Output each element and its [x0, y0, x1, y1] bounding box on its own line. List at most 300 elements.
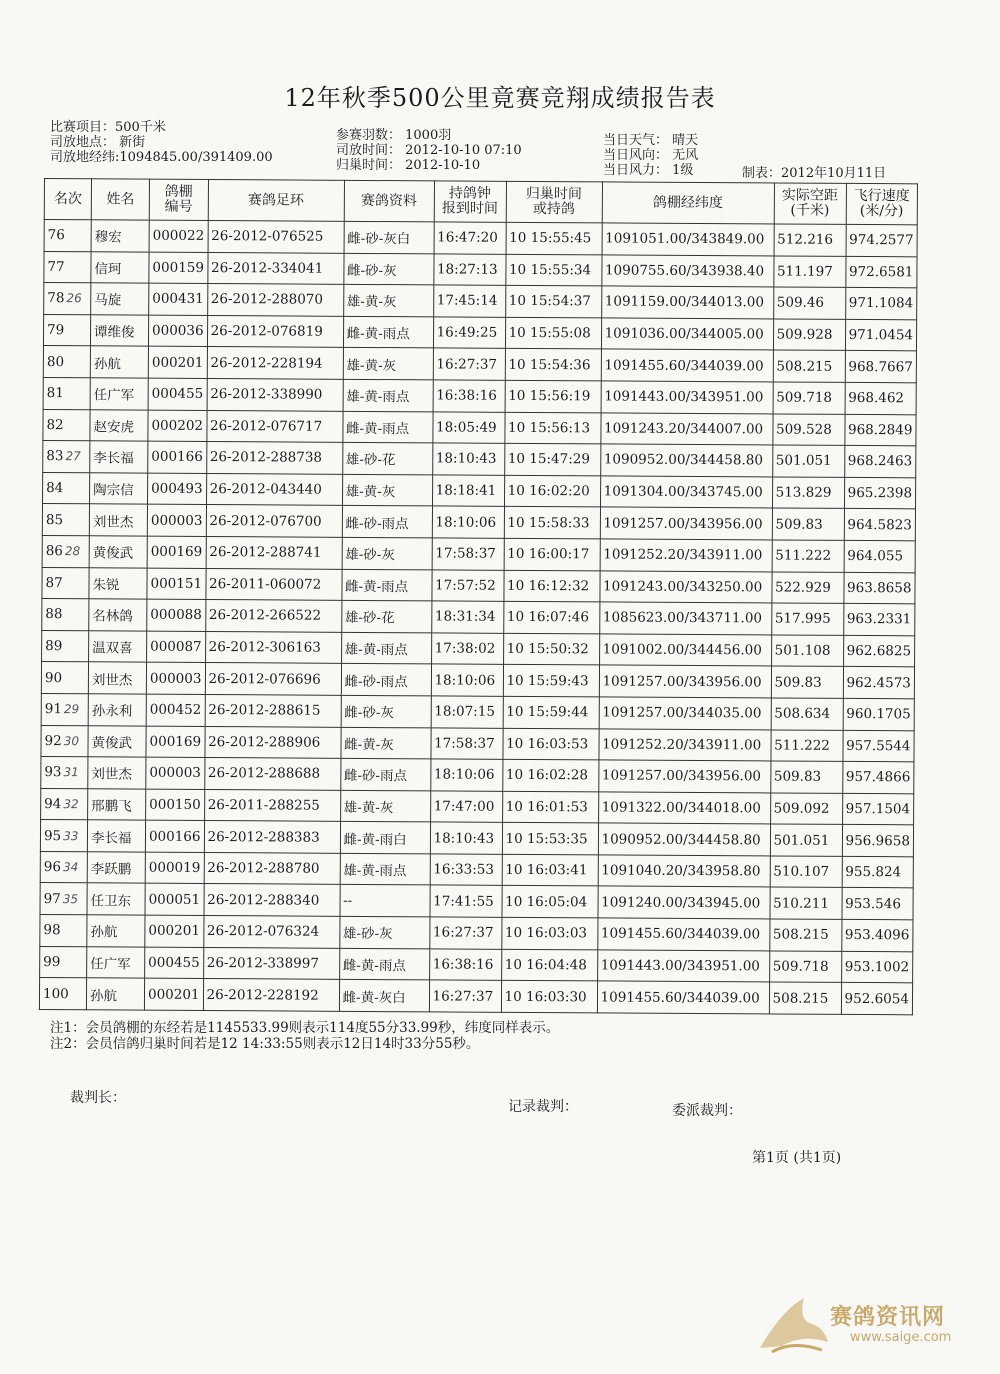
distance-cell	[770, 761, 842, 793]
name-cell	[87, 883, 145, 915]
ring-cell-text: 26-2011-288255	[207, 796, 320, 814]
rank-cell	[43, 377, 90, 409]
rank-cell-text: 88	[45, 606, 63, 623]
loft-cell-text: 000455	[148, 954, 200, 971]
coord-cell	[600, 444, 772, 477]
distance-cell-text: 509.718	[776, 389, 833, 407]
speed-cell	[841, 983, 913, 1015]
info-cell-text: 雄-黄-雨点	[344, 641, 408, 659]
speed-cell	[844, 446, 916, 478]
arrive-cell-text: 10 15:56:13	[507, 419, 591, 437]
speed-cell-text: 953.546	[845, 895, 902, 913]
coord-cell-text: 1091257.00/343956.00	[602, 673, 762, 691]
note-1: 注1：会员鸽棚的东经若是1145533.99则表示114度55分33.99秒，纬度同样表示。	[50, 1020, 560, 1036]
clock-cell-text: 17:45:14	[436, 292, 498, 310]
loft-cell	[147, 568, 206, 600]
rank-cell	[44, 220, 91, 252]
loft-cell-text: 000003	[150, 512, 203, 529]
loft-cell	[147, 631, 206, 663]
distance-cell-text: 501.108	[774, 642, 831, 659]
name-cell	[91, 283, 149, 315]
arrive-cell-text: 10 16:02:28	[505, 767, 589, 784]
distance-cell-text: 509.928	[776, 326, 833, 343]
arrive-cell-text: 10 16:02:20	[507, 482, 590, 500]
loft-cell	[148, 441, 207, 473]
rank-cell-text: 99	[43, 953, 61, 971]
speed-cell	[842, 888, 914, 920]
loft-cell-text: 000019	[148, 859, 201, 877]
ring-cell-text: 26-2012-288738	[209, 449, 323, 467]
pigeon-icon	[752, 1290, 832, 1360]
table-row	[43, 409, 916, 446]
clock-cell	[431, 664, 503, 696]
speed-cell-text: 968.2463	[847, 453, 913, 470]
rank-cell-text: 90	[44, 669, 63, 686]
table-row	[41, 693, 914, 730]
rank-cell-text: 100	[42, 985, 69, 1002]
arrive-cell-text: 10 15:54:37	[508, 293, 591, 310]
arrive-cell-text: 10 15:54:36	[508, 356, 591, 374]
name-cell-text: 朱锐	[92, 577, 120, 594]
rank-cell	[41, 725, 88, 757]
rank-cell	[42, 599, 89, 631]
table-row	[40, 851, 913, 888]
name-cell	[90, 346, 148, 378]
distance-cell	[771, 635, 843, 667]
speed-cell-text: 962.6825	[846, 642, 912, 660]
report-title: 12年秋季500公里竟赛竞翔成绩报告表	[284, 84, 716, 112]
ring-cell	[208, 221, 344, 253]
loft-cell-text: 000087	[150, 638, 202, 655]
name-cell-text: 穆宏	[94, 229, 122, 246]
rank-cell-text: 91	[44, 701, 62, 718]
arrive-cell-text: 10 15:56:19	[508, 388, 591, 405]
ring-cell-text: 26-2012-306163	[208, 639, 321, 656]
speed-cell-text: 974.2577	[849, 232, 914, 249]
table-row	[43, 472, 916, 509]
arrive-cell	[505, 317, 601, 349]
speed-cell-text: 960.1705	[846, 706, 911, 723]
ring-cell	[204, 758, 340, 790]
ring-cell	[206, 505, 342, 537]
header-mid	[336, 128, 522, 173]
coord-cell	[599, 728, 771, 761]
rank-cell-text: 76	[47, 227, 65, 244]
speed-cell	[846, 224, 918, 256]
speed-cell	[843, 635, 915, 667]
speed-cell	[845, 319, 917, 351]
ring-cell-text: 26-2012-228192	[206, 986, 319, 1004]
coord-cell	[598, 823, 770, 856]
distance-cell-text: 509.83	[774, 674, 822, 691]
ring-cell-text: 26-2012-288780	[207, 860, 320, 877]
arrive-cell	[503, 665, 599, 697]
distance-cell-text: 509.46	[776, 294, 825, 312]
arrive-cell	[505, 254, 601, 286]
ring-cell-text: 26-2012-266522	[208, 607, 322, 625]
speed-cell	[844, 477, 916, 509]
rank-cell-text: 89	[45, 638, 63, 655]
coord-cell-text: 1091257.00/343956.00	[603, 515, 763, 533]
loft-cell	[144, 978, 203, 1010]
ring-cell	[203, 979, 339, 1011]
name-cell	[87, 915, 145, 947]
coord-cell-text: 1091304.00/343745.00	[603, 483, 763, 501]
info-cell-text: 雄-黄-灰	[346, 357, 397, 374]
distance-cell	[770, 824, 842, 856]
ring-cell-text: 26-2012-228194	[210, 354, 323, 372]
info-cell-text: 雌-砂-灰	[344, 705, 394, 722]
info-cell-text: 雄-黄-灰	[346, 294, 397, 311]
speed-cell	[845, 288, 917, 320]
ring-cell	[203, 947, 339, 979]
table-row	[40, 883, 913, 920]
rank-cell	[43, 409, 90, 441]
info-cell	[343, 316, 433, 348]
speed-cell-text: 957.1504	[845, 800, 911, 818]
distance-cell	[769, 919, 841, 951]
loft-cell-text: 000036	[152, 322, 204, 340]
clock-cell-text: 17:58:37	[435, 545, 496, 563]
info-cell	[343, 253, 433, 285]
clock-cell	[433, 253, 505, 285]
ring-cell	[207, 252, 343, 284]
loft-cell	[146, 789, 205, 821]
name-cell	[91, 251, 149, 283]
coord-cell-text: 1091040.20/343958.80	[601, 862, 761, 880]
speed-cell-text: 972.6581	[848, 263, 914, 281]
name-cell	[88, 788, 146, 820]
arrive-cell-text: 10 15:50:32	[506, 640, 589, 658]
loft-cell	[147, 504, 206, 536]
clock-cell-text: 16:38:16	[432, 956, 494, 973]
ring-cell	[203, 916, 339, 948]
distance-cell	[773, 319, 845, 351]
loft-cell-text: 000455	[151, 385, 204, 403]
name-cell-text: 名林鸽	[92, 608, 133, 625]
column-header: 飞行速度 (米/分)	[846, 183, 918, 224]
speed-cell-text: 956.9658	[845, 832, 910, 849]
speed-cell-text: 963.2331	[846, 611, 912, 628]
arrive-cell	[505, 349, 601, 381]
speed-cell-text: 962.4573	[846, 674, 911, 691]
speed-cell	[841, 919, 913, 951]
clock-cell	[430, 854, 502, 886]
distance-cell	[773, 350, 845, 382]
clock-cell-text: 16:27:37	[436, 356, 498, 373]
ring-cell-text: 26-2011-060072	[209, 575, 322, 593]
clock-cell	[429, 980, 501, 1012]
ring-cell	[207, 284, 343, 316]
table-row	[43, 377, 916, 414]
name-cell-text: 马旋	[94, 292, 122, 309]
watermark-url: www.saige.com	[850, 1330, 952, 1345]
clock-cell-text: 18:10:06	[434, 672, 496, 689]
speed-cell	[843, 604, 915, 636]
clock-cell	[430, 791, 502, 823]
table-row	[42, 599, 915, 636]
speed-cell	[844, 509, 916, 541]
clock-cell	[433, 285, 505, 317]
column-header: 鸽棚 编号	[149, 179, 208, 220]
rank-cell	[42, 504, 89, 536]
arrive-cell-text: 10 15:47:29	[507, 451, 590, 468]
rank-cell-text: 93	[44, 764, 62, 781]
clock-cell-text: 18:05:49	[435, 419, 497, 436]
table-row	[44, 251, 917, 288]
name-cell	[87, 946, 145, 978]
clock-cell	[432, 475, 504, 507]
results-table-wrap	[44, 178, 918, 1010]
arrive-cell-text: 10 15:58:33	[507, 514, 590, 531]
info-cell-text: 雌-黄-雨白	[343, 831, 407, 848]
rank-cell-text: 84	[46, 480, 64, 497]
clock-cell	[432, 411, 504, 443]
distance-cell	[772, 445, 844, 477]
distance-cell-text: 511.222	[774, 737, 830, 754]
release-location: 司放地点： 新街	[50, 135, 146, 150]
clock-cell-text: 16:33:53	[433, 861, 495, 878]
clock-cell-text: 17:47:00	[433, 798, 495, 815]
loft-cell-text: 000150	[149, 796, 201, 813]
table-row	[40, 915, 913, 952]
table-row	[42, 630, 915, 667]
rank-cell-text: 81	[46, 385, 64, 402]
recorder-judge-label: 记录裁判：	[508, 1099, 578, 1115]
distance-cell	[771, 666, 843, 698]
column-header: 归巢时间 或持鸽	[506, 181, 602, 223]
coord-cell	[601, 255, 773, 288]
loft-cell	[148, 378, 207, 410]
speed-cell-text: 964.5823	[847, 516, 912, 533]
coord-cell-text: 1091243.00/343250.00	[603, 578, 763, 596]
rank-cell	[43, 441, 90, 473]
distance-cell-text: 509.83	[773, 768, 822, 786]
arrive-cell-text: 10 16:05:04	[505, 893, 588, 911]
coord-cell-text: 1091257.00/344035.00	[602, 704, 762, 722]
info-cell-text: 雌-黄-雨点	[345, 420, 410, 438]
coord-cell-text: 1091322.00/344018.00	[601, 799, 761, 817]
handwritten-note: 29	[63, 702, 80, 717]
release-time: 司放时间： 2012-10-10 07:10	[336, 143, 522, 158]
info-cell-text: 雌-砂-灰白	[347, 231, 411, 248]
delegate-judge-label: 委派裁判：	[672, 1103, 742, 1119]
column-header: 赛鸽资料	[344, 180, 434, 222]
loft-cell-text: 000201	[148, 923, 200, 940]
clock-cell	[431, 601, 503, 633]
distance-cell	[771, 698, 843, 730]
coord-cell	[597, 950, 769, 983]
rank-cell	[40, 820, 87, 852]
results-table	[39, 178, 918, 1015]
distance-cell	[769, 951, 841, 983]
table-row	[42, 567, 915, 604]
table-row	[39, 978, 912, 1015]
loft-cell	[145, 884, 204, 916]
info-cell-text: 雌-黄-雨点	[342, 957, 406, 975]
name-cell	[88, 725, 146, 757]
loft-cell-text: 000166	[151, 449, 203, 466]
header-left	[50, 120, 273, 165]
arrive-cell-text: 10 16:00:17	[507, 546, 590, 563]
table-row	[44, 220, 917, 257]
distance-cell	[770, 793, 842, 825]
clock-cell	[431, 696, 503, 728]
rank-cell	[42, 567, 89, 599]
coord-cell-text: 1090952.00/344458.80	[603, 451, 764, 469]
table-row	[41, 788, 914, 825]
column-header: 赛鸽足环	[208, 180, 344, 222]
rank-cell-text: 92	[44, 732, 62, 749]
ring-cell	[204, 821, 340, 853]
name-cell	[89, 631, 147, 663]
table-row	[40, 946, 913, 983]
loft-cell	[146, 726, 205, 758]
table-row	[41, 725, 914, 762]
name-cell-text: 刘世杰	[91, 766, 132, 783]
info-cell	[340, 758, 430, 790]
rank-cell	[41, 757, 88, 789]
name-cell-text: 孙航	[93, 355, 121, 373]
rank-cell-text: 79	[47, 322, 65, 339]
name-cell	[91, 220, 149, 252]
wind-force: 当日风力： 1级	[603, 163, 694, 178]
loft-cell-text: 000088	[150, 607, 202, 624]
name-cell	[90, 473, 148, 505]
arrive-cell	[502, 886, 598, 918]
coord-cell-text: 1090755.60/343938.40	[604, 262, 765, 280]
speed-cell	[845, 256, 917, 288]
ring-cell	[206, 536, 342, 568]
info-cell-text: 雄-砂-花	[344, 610, 395, 627]
loft-cell	[148, 315, 207, 347]
arrive-cell-text: 10 16:04:48	[504, 956, 587, 974]
ring-cell-text: 26-2012-288741	[209, 544, 322, 561]
coord-cell-text: 1091455.60/344039.00	[600, 925, 761, 943]
coord-cell-text: 1091455.60/344039.00	[600, 988, 760, 1006]
arrive-cell	[504, 538, 600, 570]
ring-cell	[207, 315, 343, 347]
arrive-cell	[502, 854, 598, 886]
coord-cell-text: 1091443.00/343951.00	[600, 957, 760, 975]
arrive-cell	[502, 791, 598, 823]
loft-cell-text: 000201	[147, 986, 200, 1003]
page-number: 第1页 (共1页)	[752, 1150, 842, 1166]
loft-cell-text: 000151	[150, 575, 203, 592]
info-cell	[340, 885, 430, 917]
name-cell	[90, 409, 148, 441]
info-cell-text: 雄-黄-雨点	[346, 389, 410, 406]
coord-cell-text: 1091051.00/343849.00	[605, 230, 765, 248]
loft-cell-text: 000166	[148, 828, 201, 845]
loft-cell	[147, 536, 206, 568]
ring-cell	[205, 694, 341, 726]
distance-cell-text: 508.634	[774, 705, 831, 723]
rank-cell-text: 85	[45, 511, 64, 528]
info-cell	[344, 221, 434, 253]
ring-cell	[207, 378, 343, 410]
clock-cell	[433, 317, 505, 349]
ring-cell	[205, 663, 341, 695]
clock-cell	[432, 506, 504, 538]
info-cell	[340, 822, 430, 854]
rank-cell	[42, 630, 89, 662]
name-cell	[88, 662, 146, 694]
distance-cell	[773, 256, 845, 288]
clock-cell-text: 16:38:16	[436, 387, 497, 405]
handwritten-note: 35	[62, 891, 79, 906]
ring-cell-text: 26-2012-288383	[207, 828, 320, 846]
clock-cell	[433, 348, 505, 380]
handwritten-note: 26	[66, 291, 82, 306]
ring-cell	[204, 852, 340, 884]
rank-cell	[40, 915, 87, 947]
coord-cell	[601, 286, 773, 319]
info-cell-text: 雌-黄-灰白	[342, 989, 406, 1006]
arrive-cell-text: 10 15:53:35	[505, 830, 588, 847]
arrive-cell	[504, 412, 600, 444]
name-cell-text: 任广军	[93, 387, 135, 404]
coord-cell-text: 1091243.20/344007.00	[603, 420, 764, 438]
distance-cell	[773, 287, 845, 319]
table-row	[40, 820, 913, 857]
distance-cell-text: 508.215	[772, 926, 829, 944]
table-body	[39, 220, 917, 1015]
loft-cell-text: 000201	[151, 354, 204, 371]
arrive-cell	[502, 823, 598, 855]
loft-cell	[145, 915, 204, 947]
info-cell-text: 雄-砂-花	[345, 452, 396, 469]
name-cell-text: 任广军	[90, 956, 131, 973]
name-cell	[88, 757, 146, 789]
speed-cell-text: 968.2849	[847, 421, 913, 439]
speed-cell	[841, 951, 913, 983]
column-header: 实际空距 (千米)	[774, 183, 846, 224]
name-cell-text: 信珂	[94, 261, 122, 278]
info-cell	[341, 727, 431, 759]
clock-cell-text: 18:10:43	[435, 450, 497, 468]
coord-cell-text: 1091252.20/343911.00	[603, 546, 763, 564]
distance-cell	[772, 508, 844, 540]
release-coordinates: 司放地经纬:1094845.00/391409.00	[50, 150, 273, 165]
distance-cell-text: 509.718	[772, 958, 829, 975]
arrive-cell	[504, 443, 600, 475]
clock-cell-text: 17:38:02	[434, 640, 496, 657]
name-cell-text: 李跃鹏	[90, 861, 132, 878]
coord-cell	[598, 760, 770, 793]
info-cell	[343, 379, 433, 411]
speed-cell	[845, 382, 917, 414]
speed-cell	[842, 793, 914, 825]
handwritten-note: 30	[63, 733, 80, 749]
clock-cell	[429, 949, 501, 981]
distance-cell-text: 501.051	[773, 832, 830, 849]
distance-cell-text: 509.83	[775, 516, 823, 533]
arrive-cell-text: 10 16:03:41	[505, 862, 588, 879]
arrive-cell	[505, 286, 601, 318]
coord-cell	[598, 792, 770, 825]
clock-cell	[430, 885, 502, 917]
rank-cell	[44, 251, 91, 283]
name-cell-text: 刘世杰	[91, 671, 133, 689]
coord-cell-text: 1091257.00/343956.00	[601, 767, 762, 785]
speed-cell	[843, 667, 915, 699]
distance-cell	[772, 540, 844, 572]
rank-cell-text: 77	[47, 258, 65, 276]
name-cell-text: 黄俊武	[92, 545, 134, 562]
coord-cell-text: 1091002.00/344456.00	[602, 641, 762, 659]
speed-cell	[842, 825, 914, 857]
